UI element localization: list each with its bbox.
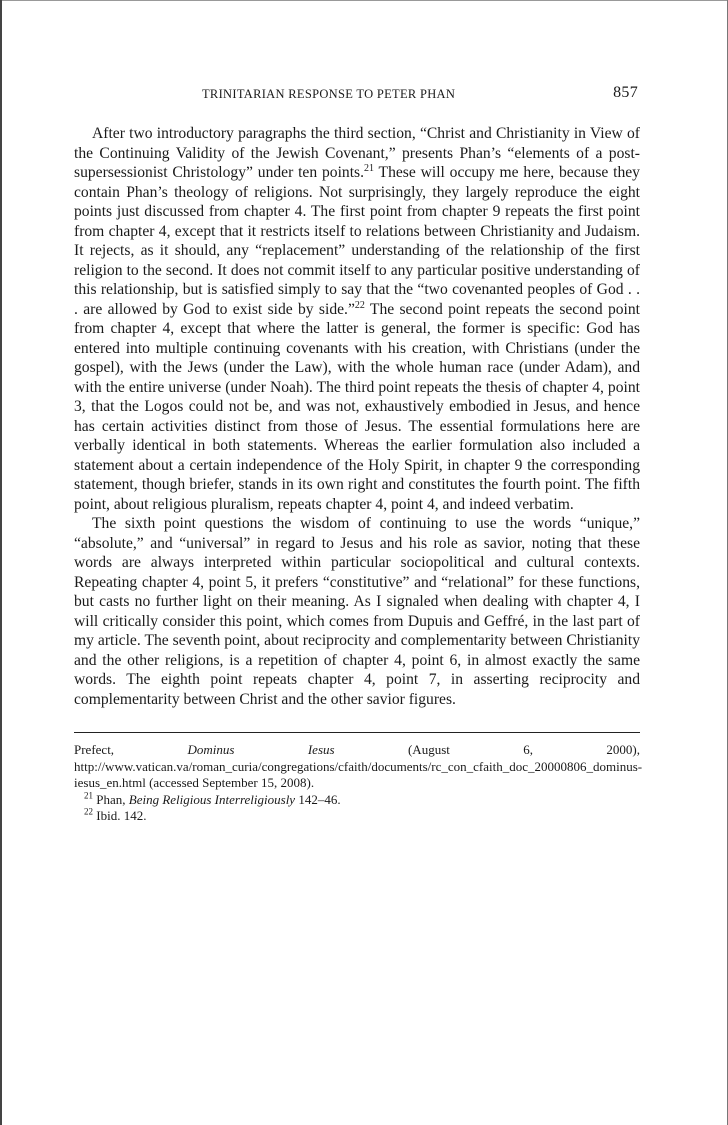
- footnote-20-rest: (August 6, 2000), http://www.vatican.va/roman_curia/congregations/cfaith/documents/rc_con_cfaith_doc_20000806_dominus-iesus_en.html (accessed September 15, 2008).: [74, 742, 643, 790]
- footnote-22-number: 22: [84, 806, 93, 817]
- footnote-22: [74, 808, 640, 825]
- footnote-21-number: 21: [84, 790, 93, 801]
- body-text: [74, 124, 640, 709]
- paragraph-2: The sixth point questions the wisdom of continuing to use the words “unique,” “absolute,” and “universal” in regard to Jesus and his role as savior, noting that these words are always interpreted within particular sociopolitical and cultural contexts. Repeating chapter 4, point 5, it prefers “constitutive” and “relational” for these functions, but casts no further light on their meaning. As I signaled when dealing with chapter 4, I will critically consider this point, which comes from Dupuis and Geffré, in the last part of my article. The seventh point, about reciprocity and complementarity between Christianity and the other religions, is a repetition of chapter 4, point 6, in almost exactly the same words. The eighth point repeats chapter 4, point 7, in asserting reciprocity and complementarity between Christ and the other savior figures.: [74, 515, 640, 708]
- footnote-20-prefix: Prefect,: [74, 742, 188, 757]
- footnote-21-title: Being Religious Interreligiously: [128, 791, 296, 807]
- paragraph-1-part-c: The second point repeats the second point from chapter 4, except that where the latter is general, the former is specific: God has entered into multiple continuing covenants with his creation, with Christians (under the gospel), with the Jews (under the Law), with the whole human race (under Adam), and with the entire universe (under Noah). The third point repeats the thesis of chapter 4, point 3, that the Logos could not be, and was not, exhaustively embodied in Jesus, and hence has certain activities distinct from those of Jesus. The essential formulations here are verbally identical in both statements. Whereas the earlier formulation also included a statement about a certain independence of the Holy Spirit, in chapter 9 the corresponding statement, though briefer, stands in its own right and constitutes the fourth point. The fifth point, about religious pluralism, repeats chapter 4, point 4, and indeed verbatim.: [74, 300, 640, 513]
- scan-left-edge: [0, 0, 2, 1125]
- paragraph-1-part-a: After two introductory paragraphs the third section, “Christ and Christianity in View of the Continuing Validity of the Jewish Covenant,” presents Phan’s “elements of a post-supersessionist Christology” under ten points.: [74, 125, 640, 181]
- footnote-ref-21: 21: [364, 162, 374, 174]
- footnote-22-text: Ibid. 142.: [93, 808, 147, 823]
- footnotes: [74, 742, 643, 825]
- footnote-20-title: Dominus Iesus: [187, 742, 335, 757]
- footnote-21-prefix: Phan,: [93, 791, 129, 807]
- paragraph-1: [74, 124, 640, 514]
- running-head: [74, 84, 640, 110]
- paragraph-1-part-b: These will occupy me here, because they contain Phan’s theology of religions. Not surprisingly, they largely reproduce the eight points just discussed from chapter 4. The first point from chapter 9 repeats the first point from chapter 4, except that it restricts itself to relations between Christianity and Judaism. It rejects, as it should, any “replacement” understanding of the relationship of the first religion to the second. It does not commit itself to any particular positive understanding of this relationship, but is satisfied simply to say that the “two covenanted peoples of God . . . are allowed by God to exist side by side.”: [74, 164, 640, 318]
- running-title: TRINITARIAN RESPONSE TO PETER PHAN: [202, 87, 456, 101]
- footnote-21: [74, 792, 640, 809]
- footnote-ref-22: 22: [354, 299, 365, 311]
- scan-top-edge: [0, 0, 728, 1]
- page-number: 857: [613, 84, 638, 101]
- footnote-21-rest: 142–46.: [295, 791, 341, 807]
- footnote-20-continued: [74, 742, 643, 792]
- journal-page: [74, 84, 643, 825]
- footnote-rule: [74, 732, 640, 733]
